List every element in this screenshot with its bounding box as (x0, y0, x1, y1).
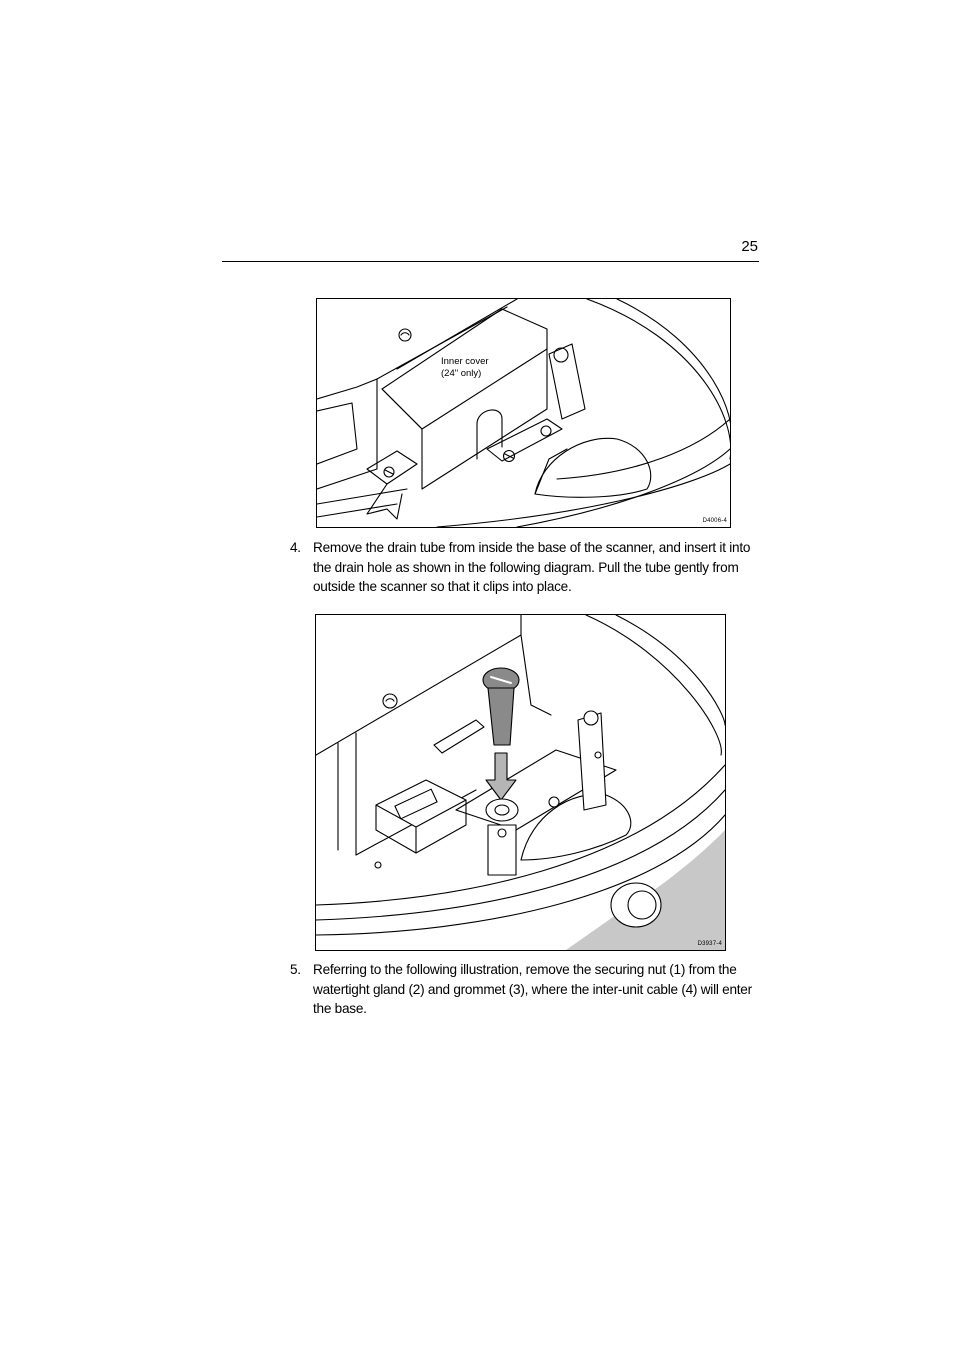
callout-line-1: Inner cover (441, 356, 489, 367)
figure-code: D3937-4 (697, 941, 722, 947)
drain-tube-figure (315, 614, 726, 951)
step-text: Referring to the following illustration, remove the securing nut (1) from the watertight gland (2) and grommet (3), where the inter-unit cable (4) will enter the base. (313, 962, 752, 1017)
inner-cover-figure (316, 298, 731, 528)
header-rule (222, 261, 759, 262)
figure-code: D4006-4 (702, 518, 727, 524)
step-text: Remove the drain tube from inside the base of the scanner, and insert it into the drain hole as shown in the following diagram. Pull the tube gently from outside the scanner so that it clips into place. (313, 540, 751, 595)
callout-line-2: (24" only) (441, 368, 482, 379)
drain-tube-illustration (316, 615, 725, 950)
step-number: 4. (290, 540, 301, 555)
page-number: 25 (741, 238, 758, 255)
step-number: 5. (290, 962, 301, 977)
inner-cover-illustration (317, 299, 730, 527)
inner-cover-callout (441, 356, 489, 380)
